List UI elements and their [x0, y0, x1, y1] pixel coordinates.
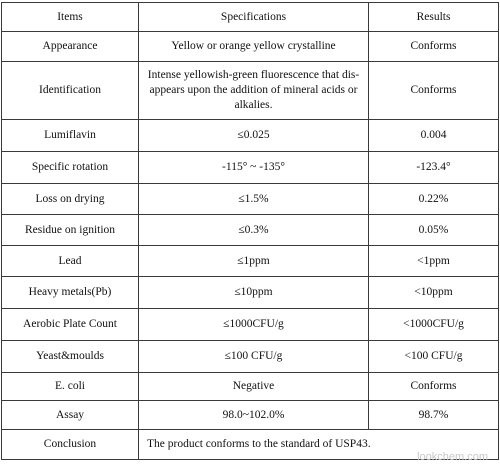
- watermark: lookchem.com: [417, 451, 488, 463]
- table-row: [2, 277, 499, 309]
- result-cell: Conforms: [369, 32, 499, 62]
- result-cell: Conforms: [369, 62, 499, 120]
- item-cell: Aerobic Plate Count: [2, 309, 139, 341]
- table-row: [2, 341, 499, 373]
- spec-cell: ≤0.3%: [139, 215, 369, 246]
- result-cell: 0.05%: [369, 215, 499, 246]
- result-cell: -123.4°: [369, 152, 499, 184]
- spec-cell: ≤1.5%: [139, 184, 369, 215]
- spec-cell: ≤1000CFU/g: [139, 309, 369, 341]
- spec-cell: Yellow or orange yellow crystalline: [139, 32, 369, 62]
- item-cell: Lumiflavin: [2, 120, 139, 152]
- spec-cell: 98.0~102.0%: [139, 401, 369, 430]
- item-cell: Residue on ignition: [2, 215, 139, 246]
- header-results: Results: [369, 3, 499, 32]
- table-row: [2, 309, 499, 341]
- table-row: [2, 373, 499, 401]
- spec-cell: ≤1ppm: [139, 246, 369, 277]
- result-cell: <1000CFU/g: [369, 309, 499, 341]
- item-cell: Lead: [2, 246, 139, 277]
- item-cell: Yeast&moulds: [2, 341, 139, 373]
- spec-cell: Intense yellowish-green fluorescence that dis-appears upon the addition of mineral acids or alkalies.: [139, 62, 369, 120]
- item-cell: Loss on drying: [2, 184, 139, 215]
- table-row: [2, 32, 499, 62]
- conclusion-text: The product conforms to the standard of USP43.: [139, 430, 499, 460]
- result-cell: 98.7%: [369, 401, 499, 430]
- table-row: [2, 401, 499, 430]
- item-cell: Appearance: [2, 32, 139, 62]
- item-cell: Heavy metals(Pb): [2, 277, 139, 309]
- item-cell: Specific rotation: [2, 152, 139, 184]
- result-cell: 0.004: [369, 120, 499, 152]
- item-cell: Identification: [2, 62, 139, 120]
- header-items: Items: [2, 3, 139, 32]
- conclusion-label: Conclusion: [2, 430, 139, 460]
- result-cell: Conforms: [369, 373, 499, 401]
- result-cell: <10ppm: [369, 277, 499, 309]
- result-cell: <1ppm: [369, 246, 499, 277]
- table-row: [2, 246, 499, 277]
- result-cell: <100 CFU/g: [369, 341, 499, 373]
- table-row: [2, 152, 499, 184]
- table-row: [2, 120, 499, 152]
- header-specifications: Specifications: [139, 3, 369, 32]
- result-cell: 0.22%: [369, 184, 499, 215]
- spec-cell: Negative: [139, 373, 369, 401]
- spec-cell: ≤0.025: [139, 120, 369, 152]
- specification-table: [1, 2, 499, 460]
- table-row: [2, 215, 499, 246]
- table-row: [2, 184, 499, 215]
- spec-cell: ≤10ppm: [139, 277, 369, 309]
- table-row: [2, 62, 499, 120]
- item-cell: E. coli: [2, 373, 139, 401]
- spec-cell: -115° ~ -135°: [139, 152, 369, 184]
- table-header-row: [2, 3, 499, 32]
- spec-cell: ≤100 CFU/g: [139, 341, 369, 373]
- item-cell: Assay: [2, 401, 139, 430]
